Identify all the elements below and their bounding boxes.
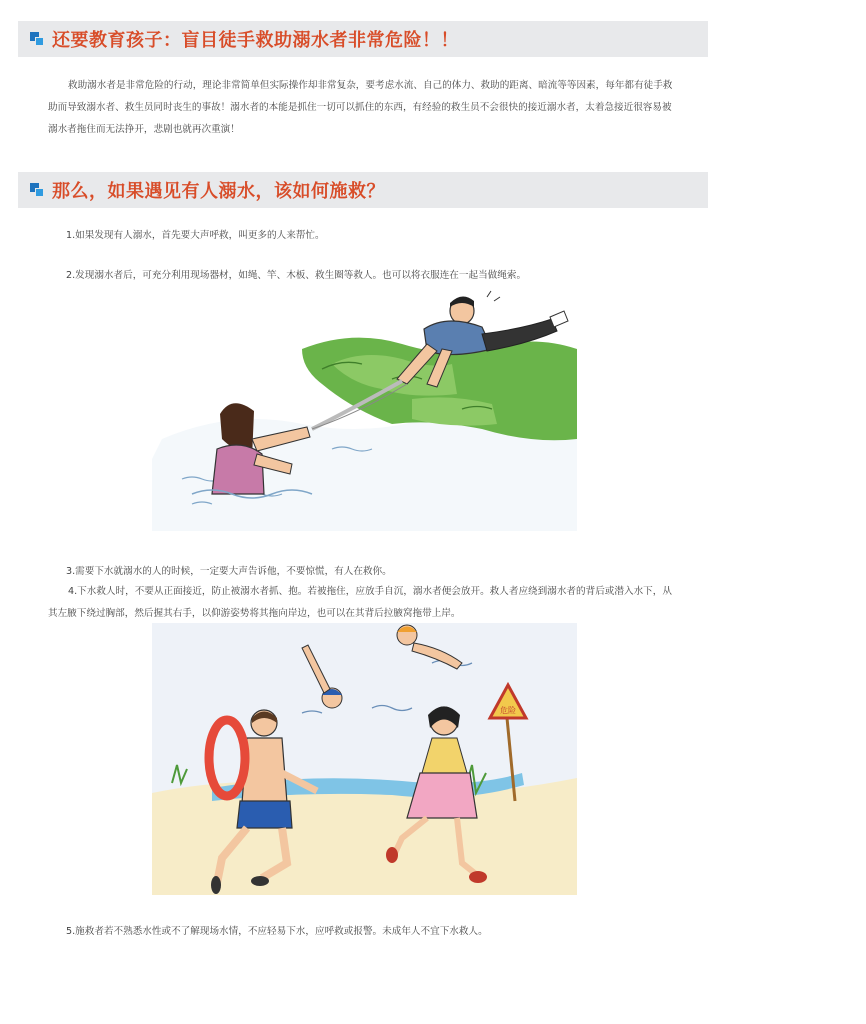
step-4-text: 4.下水救人时，不要从正面接近，防止被溺水者抓、抱。若被拖住，应放手自沉，溺水者便会放开。救人者应绕到溺水者的背后或潜入水下，从其左腋下绕过胸部，然后握其右手，以仰游姿势将其拖向岸边，也可以在其背后拉腋窝拖带上岸。 <box>48 586 672 619</box>
lifeguard-rescue-illustration <box>152 623 577 895</box>
section-bullet-icon <box>30 32 44 46</box>
danger-sign-text: 危险 <box>500 706 516 715</box>
section-title-1: 还要教育孩子：盲目徒手救助溺水者非常危险！！ <box>52 30 459 51</box>
section-title-2: 那么，如果遇见有人溺水，该如何施救？ <box>52 181 385 202</box>
rope-rescue-illustration <box>152 289 577 531</box>
step-3-text: 3.需要下水就溺水的人的时候，一定要大声告诉他，不要惊慌，有人在救你。 <box>66 566 392 577</box>
step-1-text: 1.如果发现有人溺水，首先要大声呼救，叫更多的人来帮忙。 <box>66 230 325 241</box>
section-header-1 <box>18 21 708 57</box>
section-header-2 <box>18 172 708 208</box>
section-bullet-icon <box>30 183 44 197</box>
step-5-text: 5.施救者若不熟悉水性或不了解现场水情，不应轻易下水，应呼救或报警。未成年人不宜下水救人。 <box>66 926 488 937</box>
section-1-body: 救助溺水者是非常危险的行动，理论非常简单但实际操作却非常复杂，要考虑水流、自己的体力、救助的距离、暗流等等因素，每年都有徒手救助而导致溺水者、救生员同时丧生的事故！溺水者的本能是抓住一切可以抓住的东西，有经验的救生员不会很快的接近溺水者，太着急接近很容易被溺水者拖住而无法挣开，悲剧也就再次重演！ <box>48 80 673 135</box>
step-2-text: 2.发现溺水者后，可充分利用现场器材，如绳、竿、木板、救生圈等救人。也可以将衣服连在一起当做绳索。 <box>66 270 527 281</box>
